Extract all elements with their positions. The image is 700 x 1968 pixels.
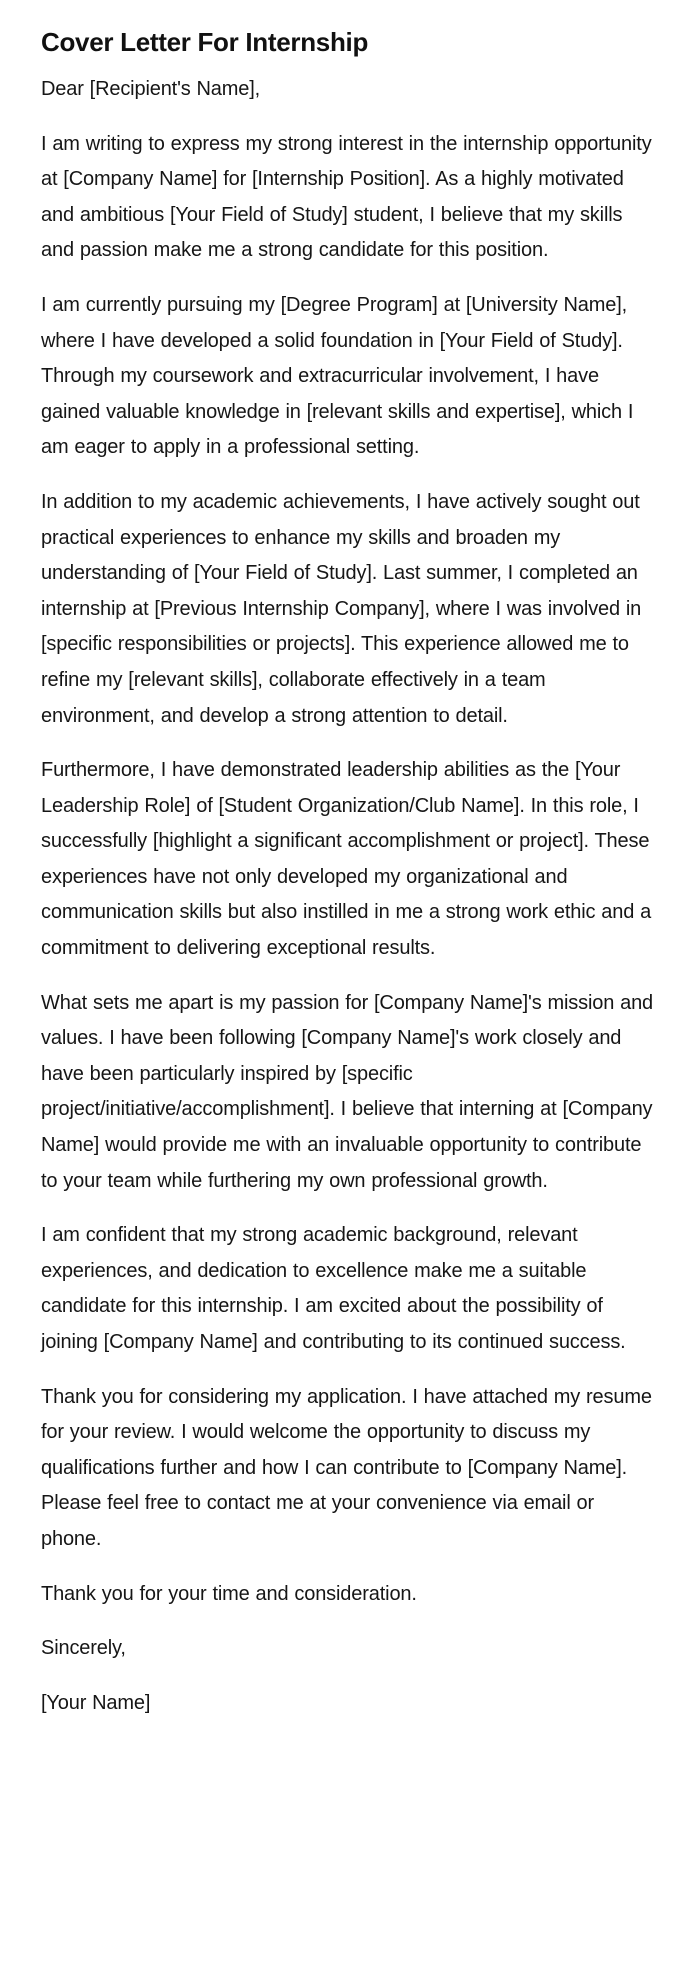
paragraph-experience: In addition to my academic achievements, I have actively sought out practical experiences to enhance my skills and broaden my understanding of [Your Field of Study]. Last summer, I completed an internship at [Previous Internship Company], where I was involved in [specific responsibilities or projects]. This experience allowed me to refine my [relevant skills], collaborate effectively in a team environment, and develop a strong attention to detail.: [41, 490, 642, 727]
paragraph-education: I am currently pursuing my [Degree Program] at [University Name], where I have developed a solid foundation in [Your Field of Study]. Through my coursework and extracurricular involvement, I have gained valuable knowledge in [relevant skills and expertise], which I am eager to apply in a professional setting.: [41, 293, 634, 459]
signature: [Your Name]: [41, 1691, 151, 1714]
paragraph-introduction: I am writing to express my strong interest in the internship opportunity at [Company Name] for [Internship Position]. As a highly motivated and ambitious [Your Field of Study] student, I believe that my skills and passion make me a strong candidate for this position.: [41, 132, 652, 262]
paragraph-confidence: I am confident that my strong academic background, relevant experiences, and dedication to excellence make me a suitable candidate for this internship. I am excited about the possibility of joining [Company Name] and contributing to its continued success.: [41, 1224, 626, 1353]
sign-off: Sincerely,: [41, 1637, 126, 1660]
paragraph-call-to-action: Thank you for considering my application. I have attached my resume for your review. I would welcome the opportunity to discuss my qualifications further and how I can contribute to [Company Name]. Please feel free to contact me at your convenience via email or phone.: [41, 1385, 652, 1550]
document-title: Cover Letter For Internship: [41, 27, 369, 57]
closing-line: Thank you for your time and consideration.: [41, 1582, 417, 1605]
greeting: Dear [Recipient's Name],: [41, 78, 261, 100]
paragraph-company-fit: What sets me apart is my passion for [Company Name]'s mission and values. I have been following [Company Name]'s work closely and have been particularly inspired by [specific project/initiative/accomplishment]. I believe that interning at [Company Name] would provide me with an invaluable opportunity to contribute to your team while furthering my own professional growth.: [41, 991, 654, 1192]
paragraph-leadership: Furthermore, I have demonstrated leadership abilities as the [Your Leadership Role] of [Student Organization/Club Name]. In this role, I successfully [highlight a significant accomplishment or project]. These experiences have not only developed my organizational and communication skills but also instilled in me a strong work ethic and a commitment to delivering exceptional results.: [41, 759, 652, 960]
